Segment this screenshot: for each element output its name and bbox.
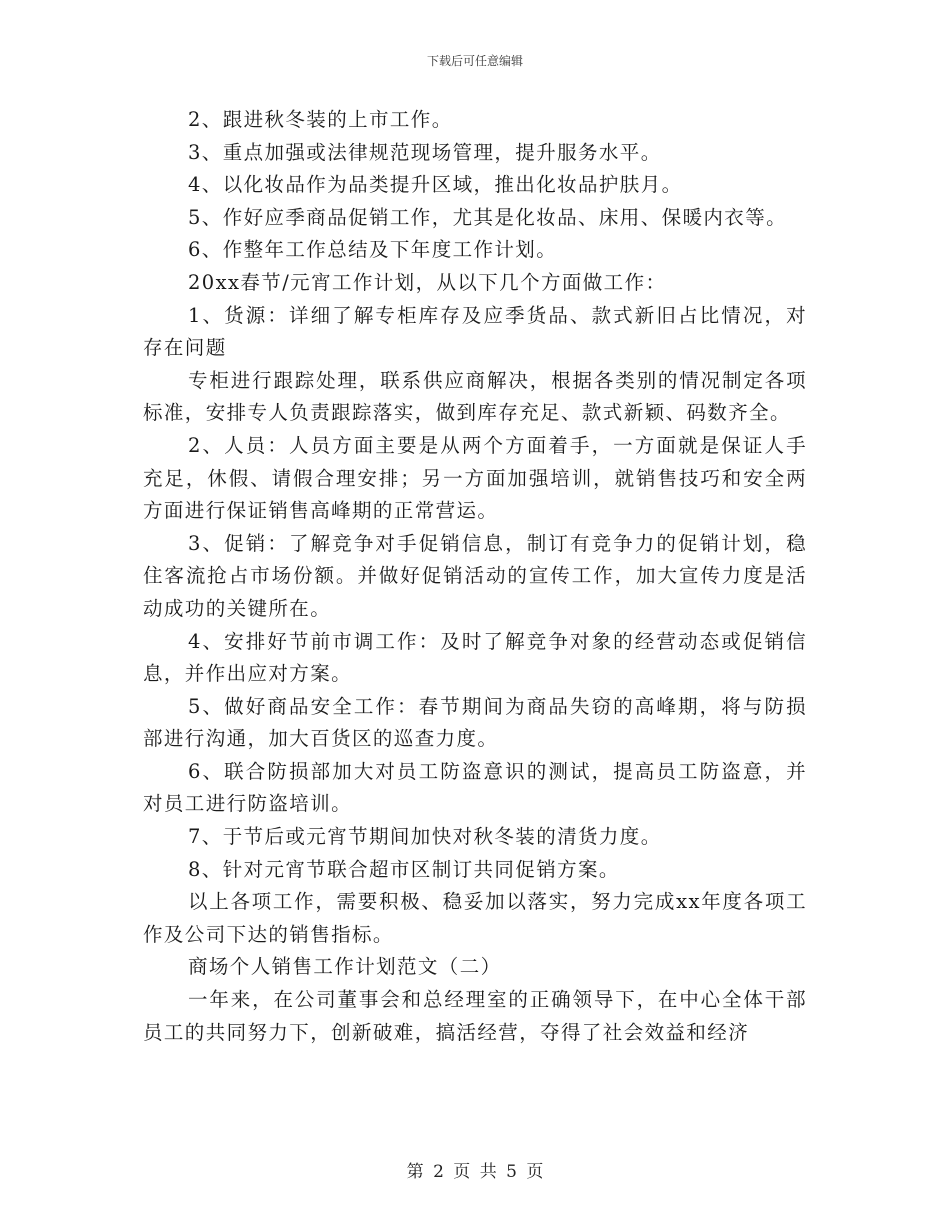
paragraph: 8、针对元宵节联合超市区制订共同促销方案。: [188, 857, 620, 881]
paragraph: 7、于节后或元宵节期间加快对秋冬装的清货力度。: [188, 825, 662, 849]
paragraph: 1、货源：详细了解专柜库存及应季货品、款式新旧占比情况，对存在问题: [143, 303, 807, 360]
paragraph: 专柜进行跟踪处理，联系供应商解决，根据各类别的情况制定各项标准，安排专人负责跟踪落实，做到库存充足、款式新颖、码数齐全。: [143, 368, 807, 425]
paragraph: 20xx春节/元宵工作计划，从以下几个方面做工作：: [188, 270, 667, 294]
paragraph: 3、促销：了解竞争对手促销信息，制订有竞争力的促销计划，稳住客流抢占市场份额。并做好促销活动的宣传工作，加大宣传力度是活动成功的关键所在。: [143, 531, 807, 620]
paragraph: 2、跟进秋冬装的上市工作。: [188, 108, 453, 131]
paragraph: 3、重点加强或法律规范现场管理，提升服务水平。: [188, 140, 662, 164]
paragraph: 6、作整年工作总结及下年度工作计划。: [188, 238, 558, 262]
document-body: [143, 104, 807, 1049]
paragraph: 4、以化妆品作为品类提升区域，推出化妆品护肤月。: [188, 173, 683, 197]
paragraph: 5、做好商品安全工作：春节期间为商品失窃的高峰期，将与防损部进行沟通，加大百货区的巡查力度。: [143, 694, 807, 751]
paragraph: 5、作好应季商品促销工作，尤其是化妆品、床用、保暖内衣等。: [188, 205, 788, 229]
paragraph: 4、安排好节前市调工作：及时了解竞争对象的经营动态或促销信息，并作出应对方案。: [143, 629, 807, 686]
section-heading: 商场个人销售工作计划范文（二）: [188, 955, 502, 979]
paragraph: 2、人员：人员方面主要是从两个方面着手，一方面就是保证人手充足，休假、请假合理安排；另一方面加强培训，就销售技巧和安全两方面进行保证销售高峰期的正常营运。: [143, 433, 807, 523]
page-header: 下载后可任意编辑: [426, 54, 523, 68]
paragraph: 6、联合防损部加大对员工防盗意识的测试，提高员工防盗意，并对员工进行防盗培训。: [143, 759, 807, 816]
paragraph: 一年来，在公司董事会和总经理室的正确领导下，在中心全体干部员工的共同努力下，创新破难，搞活经营，夺得了社会效益和经济: [143, 988, 807, 1044]
page-number-footer: 第 2 页 共 5 页: [406, 1162, 544, 1182]
paragraph: 以上各项工作，需要积极、稳妥加以落实，努力完成xx年度各项工作及公司下达的销售指标。: [143, 890, 807, 946]
